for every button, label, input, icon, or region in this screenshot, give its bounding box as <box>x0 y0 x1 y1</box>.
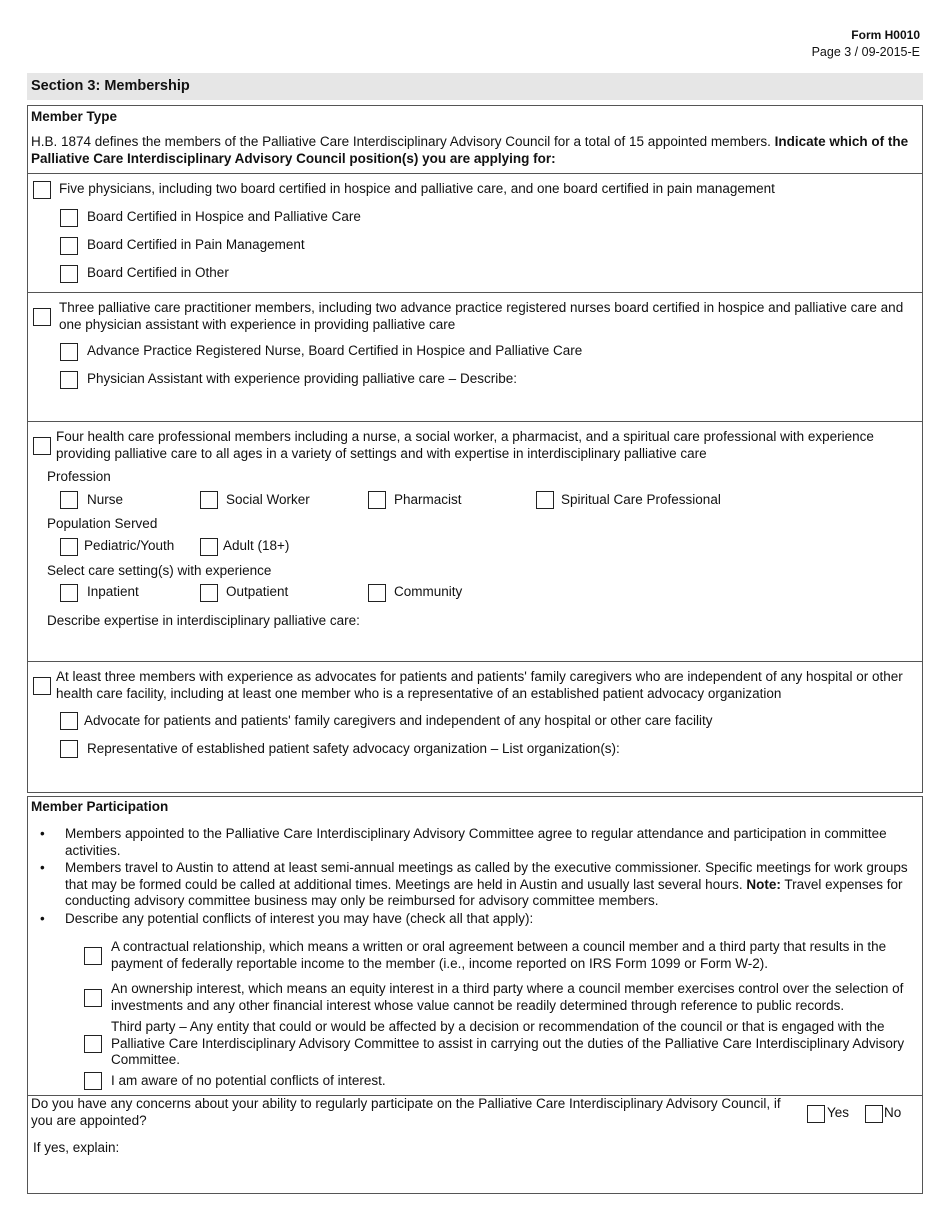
pharmacist-checkbox[interactable] <box>368 491 386 509</box>
pharmacist-label: Pharmacist <box>394 492 462 507</box>
adult-label: Adult (18+) <box>223 538 290 553</box>
bullet-2-text-b: Travel expenses for conducting advisory committee business may only be reimbursed for advisory committee members. <box>65 876 903 908</box>
outpatient-checkbox[interactable] <box>200 584 218 602</box>
setting-label: Select care setting(s) with experience <box>47 563 272 578</box>
divider <box>27 661 923 662</box>
contractual-label: A contractual relationship, which means a written or oral agreement between a council member and a third party that results in the payment of federally reportable income to the member (i.e., income reported on IRS Form 1099 or Form W-2). <box>111 939 887 971</box>
practitioners-label: Three palliative care practitioner members, including two advance practice registered nurses board certified in hospice and palliative care and one physician assistant with experience in providing palliative care <box>59 300 904 332</box>
inpatient-label: Inpatient <box>87 584 139 599</box>
bullet-marker: • <box>40 826 45 841</box>
form-id: Form H0010 <box>851 28 920 42</box>
contractual-checkbox[interactable] <box>84 947 102 965</box>
advocate-independent-checkbox[interactable] <box>60 712 78 730</box>
bullet-2-note: Note: <box>746 876 781 892</box>
divider <box>27 292 923 293</box>
physicians-checkbox[interactable] <box>33 181 51 199</box>
participation-bullet-2 <box>65 860 920 910</box>
nurse-label: Nurse <box>87 492 124 507</box>
pediatric-label: Pediatric/Youth <box>84 538 175 553</box>
page-info: Page 3 / 09-2015-E <box>811 45 920 59</box>
ownership-label: An ownership interest, which means an equity interest in a third party where a council member exercises control over the selection of investments and any other financial interest whose value cannot be readily determined through reference to public records. <box>111 981 904 1013</box>
participation-bullet-1: Members appointed to the Palliative Care Interdisciplinary Advisory Committee agree to regular attendance and participation in committee activities. <box>65 826 887 858</box>
no-conflict-label: I am aware of no potential conflicts of interest. <box>111 1073 386 1088</box>
hospice-palliative-checkbox[interactable] <box>60 209 78 227</box>
spiritual-care-label: Spiritual Care Professional <box>561 492 721 507</box>
inpatient-checkbox[interactable] <box>60 584 78 602</box>
spiritual-care-checkbox[interactable] <box>536 491 554 509</box>
concerns-yes-checkbox[interactable] <box>807 1105 825 1123</box>
pain-management-label: Board Certified in Pain Management <box>87 237 305 252</box>
section-title: Section 3: Membership <box>27 73 923 100</box>
social-worker-label: Social Worker <box>226 492 310 507</box>
advocate-independent-label: Advocate for patients and patients' family caregivers and independent of any hospital or other care facility <box>84 713 713 728</box>
ownership-checkbox[interactable] <box>84 989 102 1007</box>
member-type-heading: Member Type <box>31 109 118 124</box>
member-type-intro <box>31 134 919 167</box>
concerns-question: Do you have any concerns about your ability to regularly participate on the Palliative Care Interdisciplinary Advisory Council, if you are appointed? <box>31 1096 781 1128</box>
advocacy-org-checkbox[interactable] <box>60 740 78 758</box>
participation-heading: Member Participation <box>31 799 169 814</box>
concerns-no-label: No <box>884 1105 902 1120</box>
outpatient-label: Outpatient <box>226 584 289 599</box>
divider <box>27 421 923 422</box>
community-checkbox[interactable] <box>368 584 386 602</box>
divider <box>27 173 923 174</box>
population-label: Population Served <box>47 516 158 531</box>
advocacy-org-label: Representative of established patient safety advocacy organization – List organization(s): <box>87 741 620 756</box>
pediatric-checkbox[interactable] <box>60 538 78 556</box>
third-party-label: Third party – Any entity that could or would be affected by a decision or recommendation of the council or that is engaged with the Palliative Care Interdisciplinary Advisory Committee to assist in carrying out the duties of the Palliative Care Interdisciplinary Advisory Committee. <box>111 1019 905 1067</box>
physicians-label: Five physicians, including two board certified in hospice and palliative care, and one board certified in pain management <box>59 181 775 196</box>
advocates-checkbox[interactable] <box>33 677 51 695</box>
no-conflict-checkbox[interactable] <box>84 1072 102 1090</box>
nurse-checkbox[interactable] <box>60 491 78 509</box>
profession-label: Profession <box>47 469 111 484</box>
concerns-explain-label: If yes, explain: <box>33 1140 120 1155</box>
adult-checkbox[interactable] <box>200 538 218 556</box>
physician-assistant-checkbox[interactable] <box>60 371 78 389</box>
physician-assistant-label: Physician Assistant with experience providing palliative care – Describe: <box>87 371 517 386</box>
hospice-palliative-label: Board Certified in Hospice and Palliative Care <box>87 209 361 224</box>
concerns-yes-label: Yes <box>827 1105 850 1120</box>
community-label: Community <box>394 584 463 599</box>
bullet-2-text-a: Members travel to Austin to attend at least semi-annual meetings as called by the executive commissioner. Specific meetings for work groups that may be formed could be called at additional times. Meetings are held in Austin and usually last several hours. <box>65 860 908 892</box>
bullet-marker: • <box>40 860 45 875</box>
third-party-checkbox[interactable] <box>84 1035 102 1053</box>
concerns-no-checkbox[interactable] <box>865 1105 883 1123</box>
member-type-intro-text: H.B. 1874 defines the members of the Palliative Care Interdisciplinary Advisory Council for a total of 15 appointed members. <box>31 134 775 149</box>
member-type-intro-bold: Indicate which of the Palliative Care Interdisciplinary Advisory Council position(s) you are applying for: <box>31 134 909 166</box>
health-professionals-checkbox[interactable] <box>33 437 51 455</box>
participation-bullet-3: Describe any potential conflicts of interest you may have (check all that apply): <box>65 911 534 926</box>
expertise-label: Describe expertise in interdisciplinary palliative care: <box>47 613 360 628</box>
aprn-label: Advance Practice Registered Nurse, Board Certified in Hospice and Palliative Care <box>87 343 583 358</box>
social-worker-checkbox[interactable] <box>200 491 218 509</box>
bullet-marker: • <box>40 911 45 926</box>
board-other-checkbox[interactable] <box>60 265 78 283</box>
pain-management-checkbox[interactable] <box>60 237 78 255</box>
advocates-label: At least three members with experience as advocates for patients and patients' family caregivers who are independent of any hospital or other health care facility, including at least one member who is a representative of an established patient advocacy organization <box>56 669 903 701</box>
health-professionals-label: Four health care professional members including a nurse, a social worker, a pharmacist, and a spiritual care professional with experience providing palliative care to all ages in a variety of settings and with expertise in interdisciplinary palliative care <box>56 429 874 461</box>
practitioners-checkbox[interactable] <box>33 308 51 326</box>
aprn-checkbox[interactable] <box>60 343 78 361</box>
board-other-label: Board Certified in Other <box>87 265 229 280</box>
